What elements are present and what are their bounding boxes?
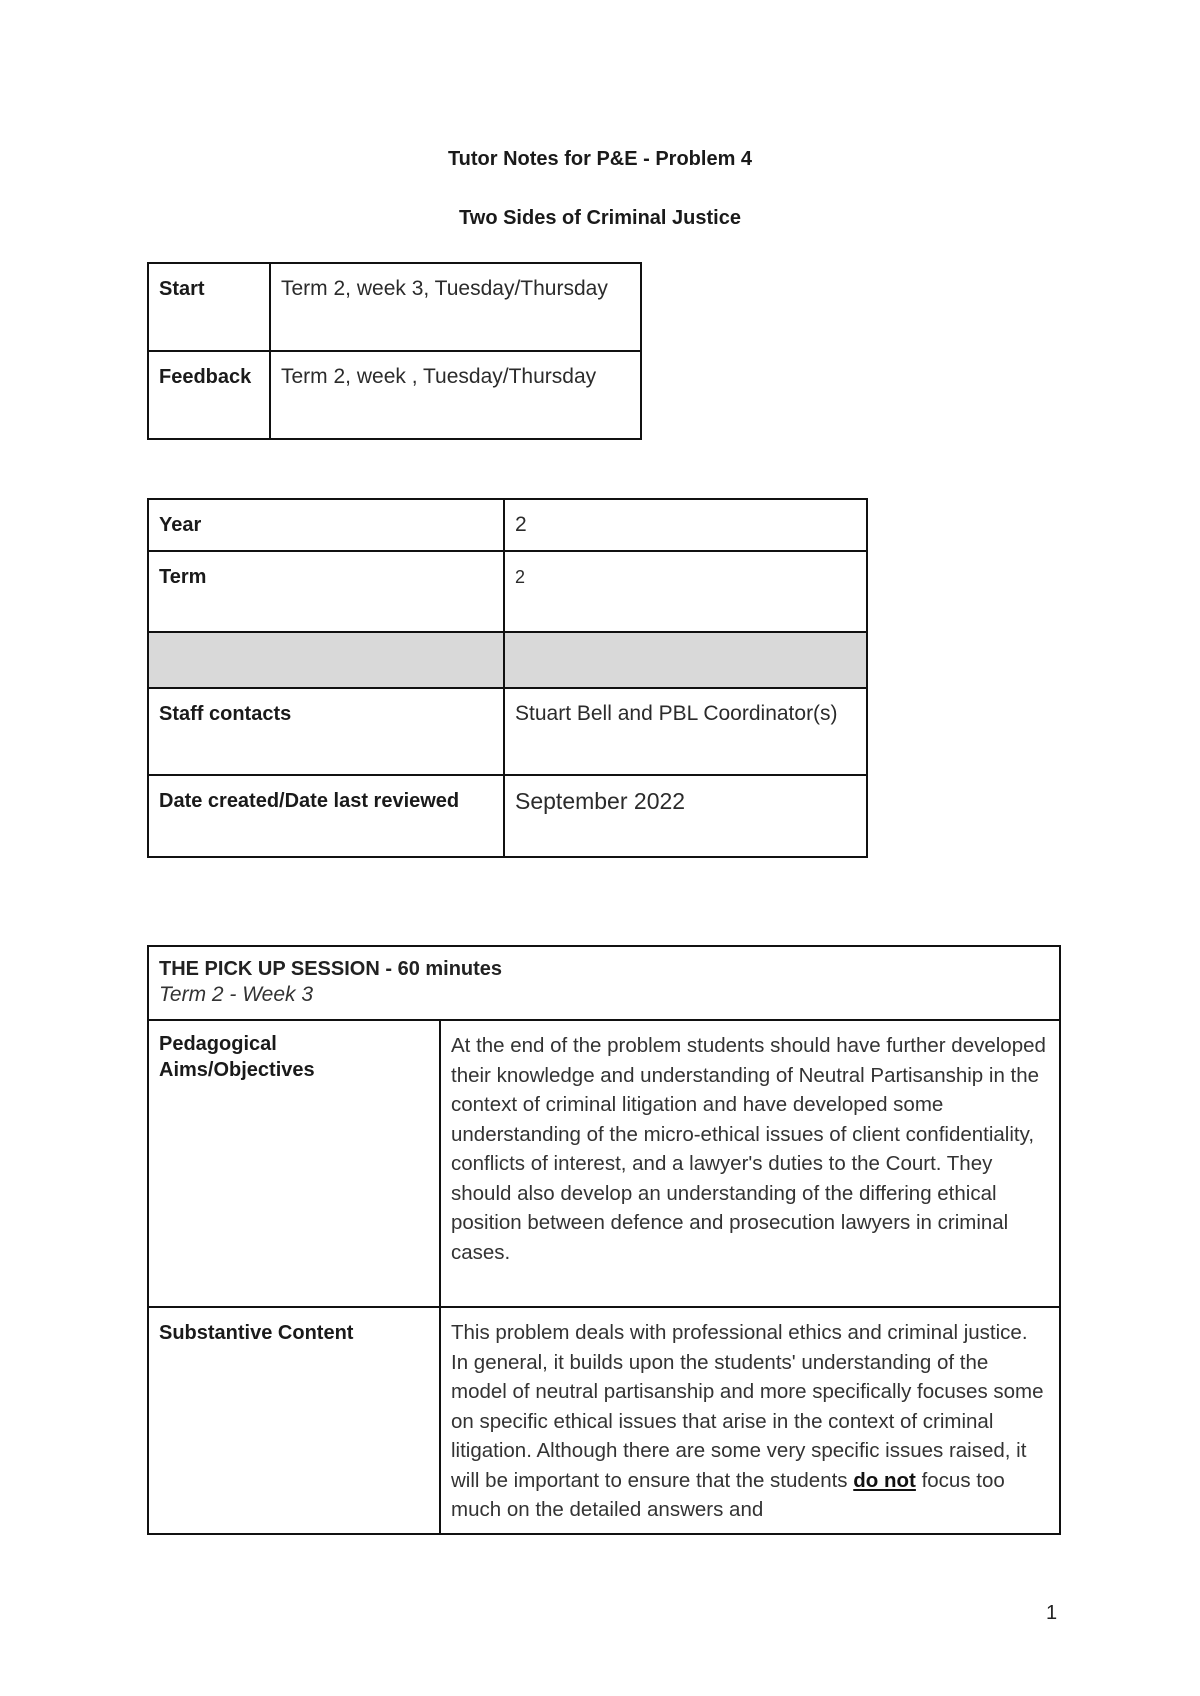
feedback-value: Term 2, week , Tuesday/Thursday bbox=[270, 351, 641, 439]
content-text-before: This problem deals with professional ethics and criminal justice. In general, it builds upon the students' understanding of the model of neutral partisanship and more specifically focuses some on specific ethical issues that arise in the context of criminal litigation. Although there are some very specific issues raised, it will be important to ensure that the students bbox=[451, 1321, 1044, 1492]
table-row bbox=[148, 551, 867, 632]
table-row bbox=[148, 499, 867, 551]
table-row bbox=[148, 1307, 1060, 1534]
start-label: Start bbox=[148, 263, 270, 351]
content-text-after: focus too much on the detailed answers and bbox=[451, 1468, 1005, 1521]
table-row bbox=[148, 632, 867, 688]
content-text bbox=[440, 1307, 1060, 1534]
term-label: Term bbox=[148, 551, 504, 632]
shaded-cell bbox=[504, 632, 867, 688]
aims-label: Pedagogical Aims/Objectives bbox=[148, 1020, 440, 1307]
document-title: Tutor Notes for P&E - Problem 4 bbox=[447, 148, 753, 170]
table-row bbox=[148, 946, 1060, 1020]
schedule-table bbox=[147, 262, 642, 440]
staff-contacts-value: Stuart Bell and PBL Coordinator(s) bbox=[504, 688, 867, 775]
term-value: 2 bbox=[504, 551, 867, 632]
staff-contacts-label: Staff contacts bbox=[148, 688, 504, 775]
shaded-cell bbox=[148, 632, 504, 688]
table-row bbox=[148, 775, 867, 857]
content-emphasis: do not bbox=[853, 1468, 916, 1492]
year-label: Year bbox=[148, 499, 504, 551]
start-value: Term 2, week 3, Tuesday/Thursday bbox=[270, 263, 641, 351]
document-subtitle: Two Sides of Criminal Justice bbox=[459, 207, 741, 229]
details-table bbox=[147, 498, 868, 858]
table-row bbox=[148, 688, 867, 775]
session-table bbox=[147, 945, 1061, 1535]
table-row bbox=[148, 351, 641, 439]
date-value: September 2022 bbox=[504, 775, 867, 857]
session-subtitle: Term 2 - Week 3 bbox=[159, 983, 314, 1006]
content-label: Substantive Content bbox=[148, 1307, 440, 1534]
feedback-label: Feedback bbox=[148, 351, 270, 439]
table-row bbox=[148, 1020, 1060, 1307]
session-title: THE PICK UP SESSION - 60 minutes bbox=[159, 958, 503, 980]
date-label: Date created/Date last reviewed bbox=[148, 775, 504, 857]
table-row bbox=[148, 263, 641, 351]
page-number: 1 bbox=[1046, 1602, 1058, 1624]
session-header bbox=[148, 946, 1060, 1020]
year-value: 2 bbox=[504, 499, 867, 551]
aims-text: At the end of the problem students should have further developed their knowledge and understanding of Neutral Partisanship in the context of criminal litigation and have developed some understanding of the micro-ethical issues of client confidentiality, conflicts of interest, and a lawyer's duties to the Court. They should also develop an understanding of the differing ethical position between defence and prosecution lawyers in criminal cases. bbox=[440, 1020, 1060, 1307]
